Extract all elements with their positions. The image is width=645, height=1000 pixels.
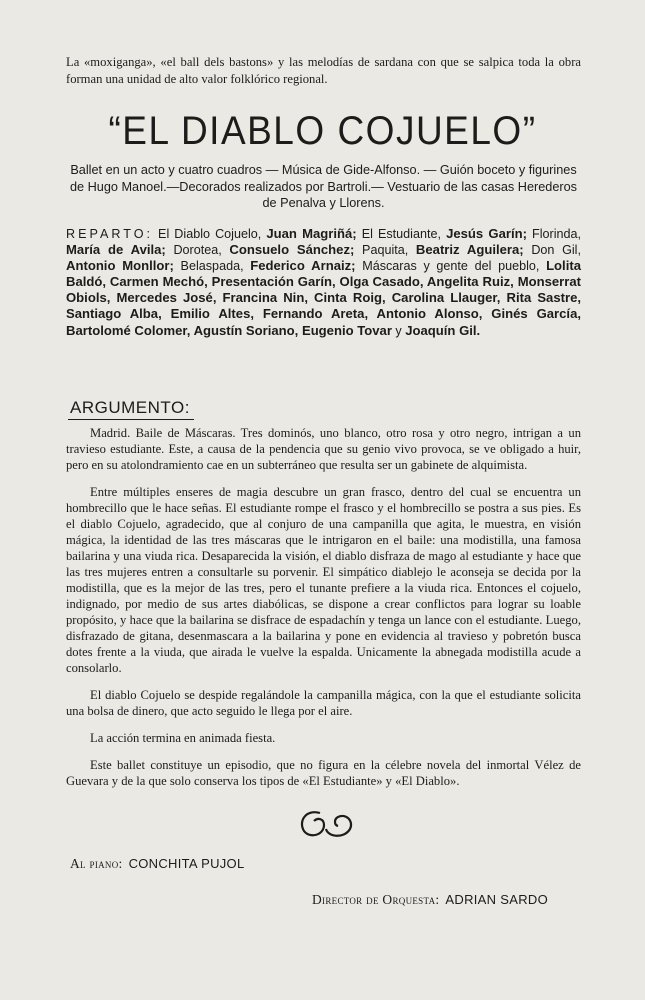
conductor-name: ADRIAN SARDO xyxy=(445,892,548,907)
ballet-title: “EL DIABLO COJUELO” xyxy=(108,108,537,153)
cast-role: Don Gil, xyxy=(523,243,581,258)
argument-heading: ARGUMENTO: xyxy=(70,398,190,417)
cast-performer: Joaquín Gil. xyxy=(405,322,481,338)
cast-performer: Juan Magriñá; xyxy=(266,226,357,241)
cast-role: Florinda, xyxy=(526,227,582,241)
cast-performer: Jesús Garín; xyxy=(446,226,527,241)
cast-label: REPARTO: xyxy=(66,227,153,241)
argument-paragraph: La acción termina en animada fiesta. xyxy=(90,731,276,745)
argument-paragraph: Este ballet constituye un episodio, que no figura en la célebre novela del inmortal Vélez de Guevara y de la que solo conserva los tipos de «El Estudiante» y «El Diablo». xyxy=(66,758,581,788)
conductor-label: Director de Orquesta: xyxy=(312,892,440,907)
cast-role: Dorotea, xyxy=(165,243,230,258)
cast-role: y xyxy=(391,323,406,338)
cast-role: El Estudiante, xyxy=(356,227,447,241)
intro-paragraph: La «moxiganga», «el ball dels bastons» y las melodías de sardana con que se salpica toda la obra forman una unidad de alto valor folklórico regional. xyxy=(66,55,581,86)
cast-performer: Antonio Monllor; xyxy=(66,258,174,274)
cast-performer: Beatriz Aguilera; xyxy=(415,242,524,258)
argument-paragraph: Entre múltiples enseres de magia descubre un gran frasco, dentro del cual se encuentra un hombrecillo que le hace señas. El estudiante rompe el frasco y el hombrecillo se postra a sus pies. Es el diablo Cojuelo, agradecido, que al conjuro de una campanilla que agita, le muestra, en visión mágica, la identidad de las tres máscaras que le intrigaron en el baile: una modistilla, una famosa bailarina y una viuda rica. Desaparecida la visión, el diablo disfraza de mago al estudiante y hace que las tres mujeres entren a consultarle su porvenir. El simpático diablejo le aconseja se decida por la modistilla, que es la mejor de las tres, pero el tunante prefiere a la viuda rica. Entonces el cojuelo, indignado, por medio de sus artes diabólicas, se dispone a crear conflictos para lograr su loable propósito, y hace que la bailarina se disfrace de espadachín y tenga un lance con el estudiante. Luego, disfrazado de gitana, desenmascara a la bailarina y pone en evidencia al travieso y pobretón busca dotes frente a la viuda, que airada le vuelve la espalda. Unicamente la abnegada modistilla acude a consolarlo. xyxy=(66,485,581,675)
cast-performer: María de Avila; xyxy=(66,242,166,258)
cast-performer: Lolita Baldó, Carmen Mechó, Presentación Garín, Olga Casado, Angelita Ruiz, Monserrat Obiols, Mercedes José, Francina Nin, Cinta Roig, Carolina Llauger, Rita Sastre, Santiago Alba, Emilio Altes, Fernando Areta, Antonio Alonso, Ginés García, Bartolomé Colomer, Agustín Soriano, Eugenio Tovar xyxy=(66,258,581,338)
cast-entries xyxy=(66,227,581,338)
cast-role: Paquita, xyxy=(354,243,416,258)
pianist-name: CONCHITA PUJOL xyxy=(128,856,245,871)
conductor-credit xyxy=(312,892,548,908)
cast-role: Máscaras y gente del pueblo, xyxy=(355,259,547,274)
pianist-credit xyxy=(70,856,245,872)
credits-paragraph: Ballet en un acto y cuatro cuadros — Música de Gide-Alfonso. — Guión boceto y figurines de Hugo Manoel.—Decorados realizados por Bartroli.— Vestuario de las casas Herederos de Penalva y Llorens. xyxy=(69,163,578,210)
fleuron-icon xyxy=(290,805,360,845)
argument-text xyxy=(66,425,581,800)
cast-role: El Diablo Cojuelo, xyxy=(153,227,267,241)
cast-list xyxy=(66,226,581,339)
cast-performer: Consuelo Sánchez; xyxy=(229,242,355,258)
cast-performer: Federico Arnaiz; xyxy=(250,258,356,274)
cast-role: Belaspada, xyxy=(173,259,251,274)
argument-paragraph: Madrid. Baile de Máscaras. Tres dominós, uno blanco, otro rosa y otro negro, intrigan a un travieso estudiante. Este, a causa de la pendencia que su genio vivo provoca, se ve obligado a huir, pero en su atolondramiento cae en un subterráneo que resulta ser un gabinete de alquimista. xyxy=(66,426,581,472)
pianist-label: Al piano: xyxy=(70,856,123,871)
argument-paragraph: El diablo Cojuelo se despide regalándole la campanilla mágica, con la que el estudiante solicita una bolsa de dinero, que acto seguido le llega por el aire. xyxy=(66,688,581,718)
